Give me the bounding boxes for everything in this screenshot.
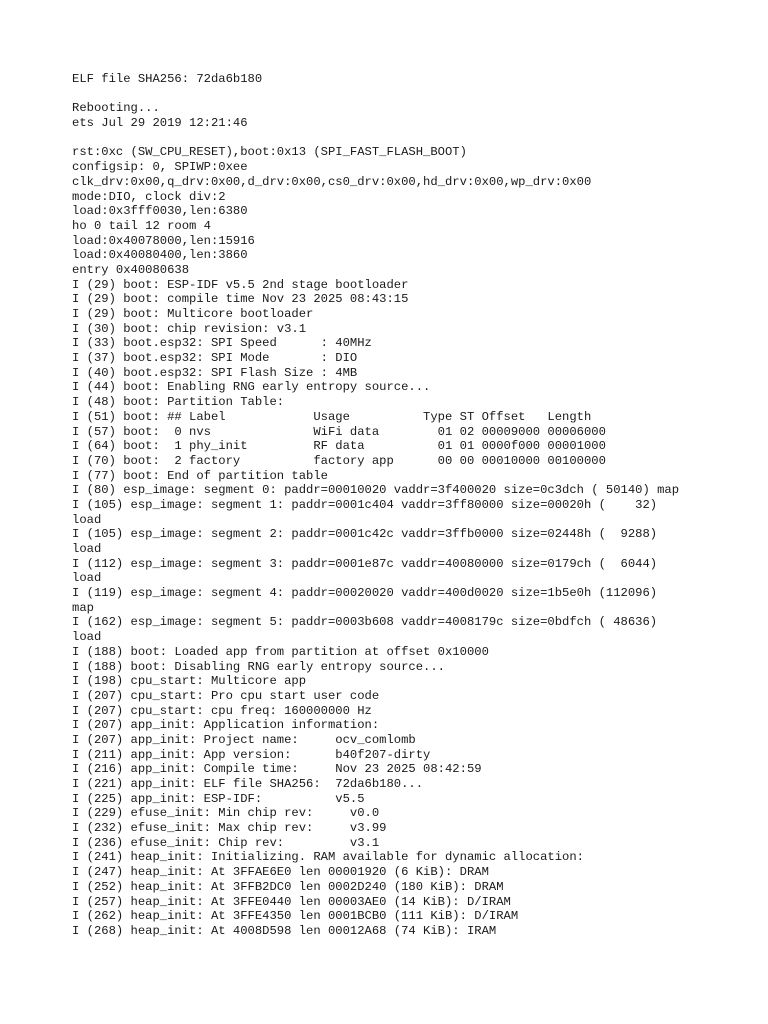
log-line: I (236) efuse_init: Chip rev: v3.1 — [72, 835, 380, 850]
log-line: I (262) heap_init: At 3FFE4350 len 0001BCB0 (111 KiB): D/IRAM — [72, 909, 519, 924]
log-line: map — [72, 600, 94, 615]
log-line: I (207) app_init: Application information: — [72, 718, 380, 733]
log-line: I (57) boot: 0 nvs WiFi data 01 02 00009000 00006000 — [72, 424, 606, 439]
log-line — [72, 131, 712, 146]
log-line: I (232) efuse_init: Max chip rev: v3.99 — [72, 821, 387, 836]
log-line: I (229) efuse_init: Min chip rev: v0.0 — [72, 806, 380, 821]
log-line: I (247) heap_init: At 3FFAE6E0 len 00001920 (6 KiB): DRAM — [72, 865, 489, 880]
log-line: I (48) boot: Partition Table: — [72, 395, 285, 410]
log-line: I (225) app_init: ESP-IDF: v5.5 — [72, 791, 365, 806]
log-line: load — [72, 542, 102, 556]
log-line: I (37) boot.esp32: SPI Mode : DIO — [72, 351, 358, 366]
log-line: load — [72, 571, 102, 586]
log-line: I (216) app_init: Compile time: Nov 23 2025 08:42:59 — [72, 762, 482, 777]
log-line: I (207) cpu_start: cpu freq: 160000000 Hz — [72, 703, 372, 718]
serial-log-output — [72, 72, 712, 939]
log-line: I (44) boot: Enabling RNG early entropy source... — [72, 380, 431, 395]
log-line: I (105) esp_image: segment 2: paddr=0001c42c vaddr=3ffb0000 size=02448h ( 9288) — [72, 527, 658, 542]
log-line: I (80) esp_image: segment 0: paddr=00010020 vaddr=3f400020 size=0c3dch ( 50140) map — [72, 483, 680, 498]
log-line — [72, 87, 712, 102]
log-line: I (162) esp_image: segment 5: paddr=0003b608 vaddr=4008179c size=0bdfch ( 48636) — [72, 615, 658, 630]
log-line: I (207) cpu_start: Pro cpu start user code — [72, 688, 380, 703]
log-line: ets Jul 29 2019 12:21:46 — [72, 116, 248, 131]
log-line: I (30) boot: chip revision: v3.1 — [72, 321, 307, 336]
log-line: mode:DIO, clock div:2 — [72, 189, 226, 204]
log-line: I (64) boot: 1 phy_init RF data 01 01 0000f000 00001000 — [72, 439, 606, 454]
log-line: I (51) boot: ## Label Usage Type ST Offset Length — [72, 409, 592, 424]
log-line: ELF file SHA256: 72da6b180 — [72, 72, 263, 86]
log-line: I (119) esp_image: segment 4: paddr=00020020 vaddr=400d0020 size=1b5e0h (112096) — [72, 586, 658, 601]
log-line: load:0x40078000,len:15916 — [72, 233, 255, 248]
log-line: I (241) heap_init: Initializing. RAM available for dynamic allocation: — [72, 850, 584, 865]
log-line: I (112) esp_image: segment 3: paddr=0001e87c vaddr=40080000 size=0179ch ( 6044) — [72, 556, 658, 571]
log-line: I (40) boot.esp32: SPI Flash Size : 4MB — [72, 365, 358, 380]
log-line: I (211) app_init: App version: b40f207-dirty — [72, 747, 431, 762]
log-line: I (257) heap_init: At 3FFE0440 len 00003AE0 (14 KiB): D/IRAM — [72, 894, 511, 909]
log-line: I (268) heap_init: At 4008D598 len 00012A68 (74 KiB): IRAM — [72, 923, 497, 938]
log-line: clk_drv:0x00,q_drv:0x00,d_drv:0x00,cs0_drv:0x00,hd_drv:0x00,wp_drv:0x00 — [72, 174, 592, 189]
log-line: load — [72, 630, 102, 645]
log-line: I (252) heap_init: At 3FFB2DC0 len 0002D240 (180 KiB): DRAM — [72, 879, 504, 894]
log-line: ho 0 tail 12 room 4 — [72, 218, 211, 233]
log-line: I (198) cpu_start: Multicore app — [72, 674, 307, 689]
log-line: entry 0x40080638 — [72, 262, 190, 277]
log-line: I (188) boot: Disabling RNG early entropy source... — [72, 659, 445, 674]
log-line: Rebooting... — [72, 101, 160, 116]
log-line: load:0x3fff0030,len:6380 — [72, 204, 248, 219]
log-line: I (70) boot: 2 factory factory app 00 00 00010000 00100000 — [72, 453, 606, 468]
log-line: load:0x40080400,len:3860 — [72, 248, 248, 263]
log-line: I (221) app_init: ELF file SHA256: 72da6b180... — [72, 777, 424, 791]
log-line: I (29) boot: Multicore bootloader — [72, 307, 314, 321]
log-line: I (188) boot: Loaded app from partition at offset 0x10000 — [72, 644, 489, 659]
log-line: I (207) app_init: Project name: ocv_comlomb — [72, 732, 416, 747]
log-line: I (33) boot.esp32: SPI Speed : 40MHz — [72, 336, 372, 351]
log-line: configsip: 0, SPIWP:0xee — [72, 160, 248, 175]
log-line: I (105) esp_image: segment 1: paddr=0001c404 vaddr=3ff80000 size=00020h ( 32) — [72, 497, 658, 512]
log-line: I (77) boot: End of partition table — [72, 468, 328, 483]
log-line: I (29) boot: ESP-IDF v5.5 2nd stage bootloader — [72, 277, 409, 292]
log-line: I (29) boot: compile time Nov 23 2025 08:43:15 — [72, 292, 409, 307]
log-line: load — [72, 512, 102, 527]
log-line: rst:0xc (SW_CPU_RESET),boot:0x13 (SPI_FAST_FLASH_BOOT) — [72, 145, 467, 160]
